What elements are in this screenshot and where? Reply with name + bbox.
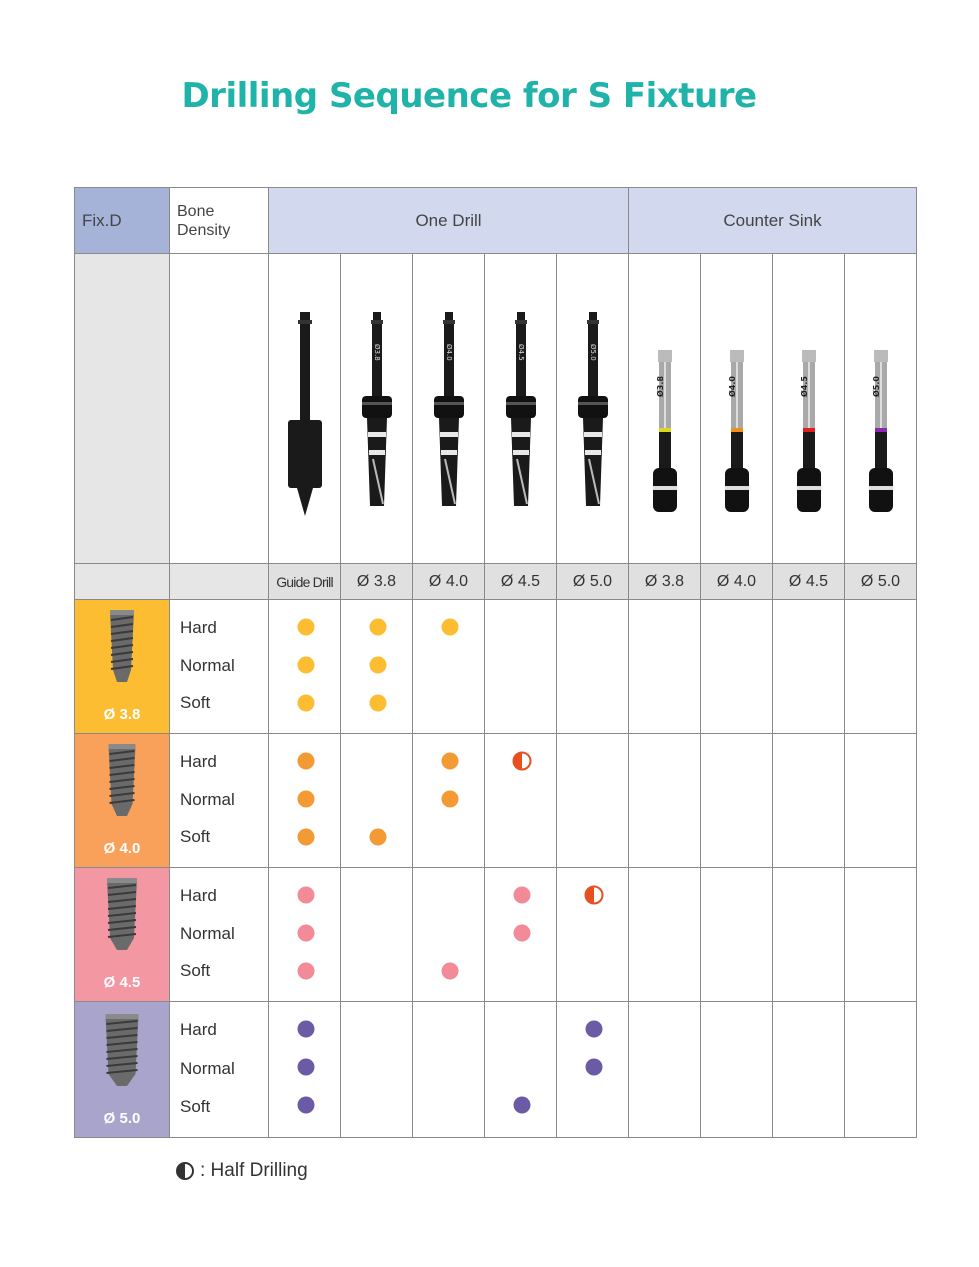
counter-sink-cell	[701, 1002, 773, 1138]
counter-sink-icon	[629, 254, 701, 564]
drilling-marker	[298, 753, 315, 770]
counter-sink-cell	[701, 868, 773, 1002]
one-drill-cell	[557, 734, 629, 868]
drilling-marker	[298, 1097, 315, 1114]
counter-sink-engraving: Ø4.0	[728, 376, 737, 397]
drilling-marker	[298, 1021, 315, 1038]
one-drill-cell	[485, 868, 557, 1002]
implant-icon	[102, 876, 142, 956]
drilling-marker	[298, 1059, 315, 1076]
one-drill-cell	[413, 1002, 485, 1138]
bone-density-label: Soft	[180, 1097, 211, 1116]
header-fix-d: Fix.D	[74, 187, 170, 254]
bone-density-cell	[170, 1002, 269, 1138]
bone-density-label: Normal	[180, 655, 235, 675]
guide-drill-icon	[269, 254, 341, 564]
one-drill-cell	[485, 600, 557, 734]
counter-sink-cell	[629, 868, 701, 1002]
counter-sink-size-label: Ø 4.5	[773, 564, 845, 600]
one-drill-cell	[413, 734, 485, 868]
drill-image-cell	[269, 254, 341, 564]
bone-density-label: Hard	[180, 618, 217, 637]
header-counter-sink: Counter Sink	[629, 187, 917, 254]
fixture-label: Ø 4.0	[103, 840, 141, 857]
one-drill-cell	[557, 868, 629, 1002]
drilling-marker	[298, 963, 315, 980]
one-drill-cell	[269, 600, 341, 734]
bone-density-label: Hard	[180, 752, 217, 771]
drilling-marker	[514, 887, 531, 904]
one-drill-cell	[341, 1002, 413, 1138]
one-drill-size-label: Ø 5.0	[557, 564, 629, 600]
drilling-marker	[298, 657, 315, 674]
counter-sink-engraving: Ø4.5	[800, 376, 809, 397]
drilling-marker	[442, 963, 459, 980]
one-drill-cell	[269, 868, 341, 1002]
counter-sink-cell	[773, 734, 845, 868]
one-drill-icon	[413, 254, 485, 564]
counter-sink-cell	[629, 1002, 701, 1138]
drilling-marker	[442, 619, 459, 636]
counter-sink-icon	[845, 254, 917, 564]
size-row-fix-blank	[74, 564, 170, 600]
one-drill-cell	[485, 734, 557, 868]
counter-sink-cell	[701, 734, 773, 868]
image-row-density-blank	[170, 254, 269, 564]
counter-sink-image-cell	[845, 254, 917, 564]
drilling-marker	[586, 1021, 603, 1038]
one-drill-cell	[485, 1002, 557, 1138]
bone-density-cell	[170, 600, 269, 734]
drill-image-cell	[341, 254, 413, 564]
one-drill-cell	[413, 600, 485, 734]
drill-engraving: Ø3.8	[373, 344, 381, 361]
bone-density-label: Soft	[180, 827, 211, 846]
counter-sink-icon	[701, 254, 773, 564]
bone-density-cell	[170, 868, 269, 1002]
size-row-density-blank	[170, 564, 269, 600]
bone-density-label: Normal	[180, 789, 235, 809]
counter-sink-cell	[845, 868, 917, 1002]
drill-engraving: Ø5.0	[589, 344, 597, 361]
header-one-drill: One Drill	[269, 187, 629, 254]
drilling-marker	[442, 753, 459, 770]
header-bone-density	[170, 187, 269, 254]
one-drill-cell	[341, 868, 413, 1002]
bone-density-label: Normal	[180, 923, 235, 943]
one-drill-size-label: Ø 4.0	[413, 564, 485, 600]
implant-icon	[102, 1012, 142, 1092]
one-drill-cell	[341, 600, 413, 734]
one-drill-cell	[557, 600, 629, 734]
counter-sink-engraving: Ø5.0	[872, 376, 881, 397]
counter-sink-icon	[773, 254, 845, 564]
drilling-marker	[514, 1097, 531, 1114]
one-drill-size-label: Guide Drill	[269, 564, 341, 600]
page-title: Drilling Sequence for S Fixture	[181, 76, 757, 116]
one-drill-cell	[269, 1002, 341, 1138]
counter-sink-cell	[845, 734, 917, 868]
bone-density-label: Soft	[180, 693, 211, 712]
counter-sink-cell	[845, 1002, 917, 1138]
counter-sink-size-label: Ø 5.0	[845, 564, 917, 600]
drilling-marker	[298, 791, 315, 808]
legend	[176, 1160, 308, 1182]
fixture-label: Ø 5.0	[103, 1110, 141, 1127]
one-drill-icon	[341, 254, 413, 564]
counter-sink-image-cell	[629, 254, 701, 564]
drill-image-cell	[557, 254, 629, 564]
drilling-marker	[298, 829, 315, 846]
fixture-cell	[74, 868, 170, 1002]
drilling-marker	[298, 695, 315, 712]
fixture-cell	[74, 600, 170, 734]
drilling-marker	[298, 887, 315, 904]
counter-sink-image-cell	[773, 254, 845, 564]
implant-icon	[102, 742, 142, 822]
one-drill-cell	[413, 868, 485, 1002]
bone-density-label: Hard	[180, 1020, 217, 1039]
drilling-marker	[370, 695, 387, 712]
counter-sink-cell	[773, 868, 845, 1002]
half-drilling-icon	[176, 1162, 194, 1180]
one-drill-icon	[557, 254, 629, 564]
bone-density-cell	[170, 734, 269, 868]
counter-sink-engraving: Ø3.8	[656, 376, 665, 397]
one-drill-size-label: Ø 4.5	[485, 564, 557, 600]
drilling-marker	[514, 925, 531, 942]
fixture-label: Ø 3.8	[103, 706, 141, 723]
counter-sink-cell	[629, 600, 701, 734]
one-drill-cell	[269, 734, 341, 868]
drill-image-cell	[485, 254, 557, 564]
counter-sink-image-cell	[701, 254, 773, 564]
implant-icon	[102, 608, 142, 688]
bone-density-label: Hard	[180, 886, 217, 905]
header-bone-density-line1: Bone	[177, 202, 215, 220]
counter-sink-size-label: Ø 3.8	[629, 564, 701, 600]
counter-sink-cell	[773, 600, 845, 734]
drill-image-cell	[413, 254, 485, 564]
counter-sink-cell	[773, 1002, 845, 1138]
drilling-marker	[370, 829, 387, 846]
counter-sink-cell	[629, 734, 701, 868]
counter-sink-cell	[701, 600, 773, 734]
header-bone-density-line2: Density	[177, 221, 231, 239]
drilling-marker	[442, 791, 459, 808]
counter-sink-cell	[845, 600, 917, 734]
drilling-marker	[586, 1059, 603, 1076]
drill-engraving: Ø4.5	[517, 344, 525, 361]
drilling-marker	[370, 619, 387, 636]
image-row-fix-blank	[74, 254, 170, 564]
one-drill-size-label: Ø 3.8	[341, 564, 413, 600]
fixture-cell	[74, 1002, 170, 1138]
drilling-marker	[298, 925, 315, 942]
fixture-label: Ø 4.5	[103, 974, 141, 991]
drilling-marker	[298, 619, 315, 636]
drill-engraving: Ø4.0	[445, 344, 453, 361]
one-drill-cell	[557, 1002, 629, 1138]
legend-text: : Half Drilling	[200, 1160, 308, 1181]
half-drilling-marker	[513, 752, 532, 771]
drilling-marker	[370, 657, 387, 674]
counter-sink-size-label: Ø 4.0	[701, 564, 773, 600]
half-drilling-marker	[585, 886, 604, 905]
one-drill-cell	[341, 734, 413, 868]
drilling-table	[74, 187, 917, 1136]
fixture-cell	[74, 734, 170, 868]
one-drill-icon	[485, 254, 557, 564]
bone-density-label: Soft	[180, 961, 211, 980]
bone-density-label: Normal	[180, 1058, 235, 1078]
